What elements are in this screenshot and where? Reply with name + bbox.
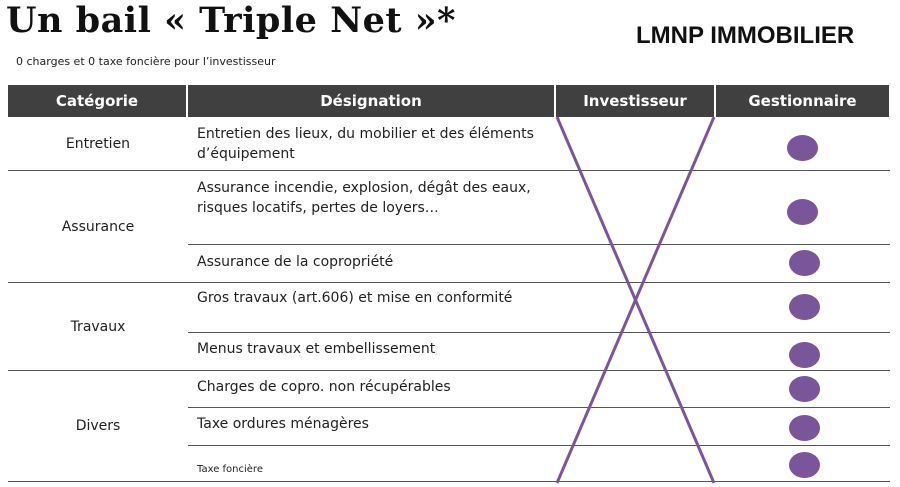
category-cell-entretien: Entretien — [65, 136, 131, 152]
column-header-gestionnaire: Gestionnaire — [716, 85, 889, 117]
designation-cell: Gros travaux (art.606) et mise en conformité — [197, 290, 513, 306]
designation-cell: Menus travaux et embellissement — [197, 341, 436, 357]
designation-cell: Taxe foncière — [197, 464, 263, 475]
designation-cell: Assurance de la copropriété — [197, 254, 394, 270]
page-title: Un bail « Triple Net »* — [6, 0, 456, 41]
designation-cell: Taxe ordures ménagères — [197, 416, 369, 432]
designation-cell: Entretien des lieux, du mobilier et des éléments d’équipement — [197, 126, 534, 162]
designation-cell: Charges de copro. non récupérables — [197, 379, 451, 395]
brand-logo-text: LMNP IMMOBILIER — [636, 22, 855, 49]
designation-cell: Assurance incendie, explosion, dégât des eaux, risques locatifs, pertes de loyers… — [197, 180, 531, 216]
category-cell-divers: Divers — [75, 418, 121, 434]
column-header-investisseur: Investisseur — [556, 85, 714, 117]
column-header-designation: Désignation — [188, 85, 554, 117]
page-subtitle: 0 charges et 0 taxe foncière pour l’investisseur — [16, 55, 276, 68]
category-cell-assurance: Assurance — [61, 218, 135, 235]
category-cell-travaux: Travaux — [70, 318, 126, 335]
column-header-categorie: Catégorie — [8, 85, 186, 117]
